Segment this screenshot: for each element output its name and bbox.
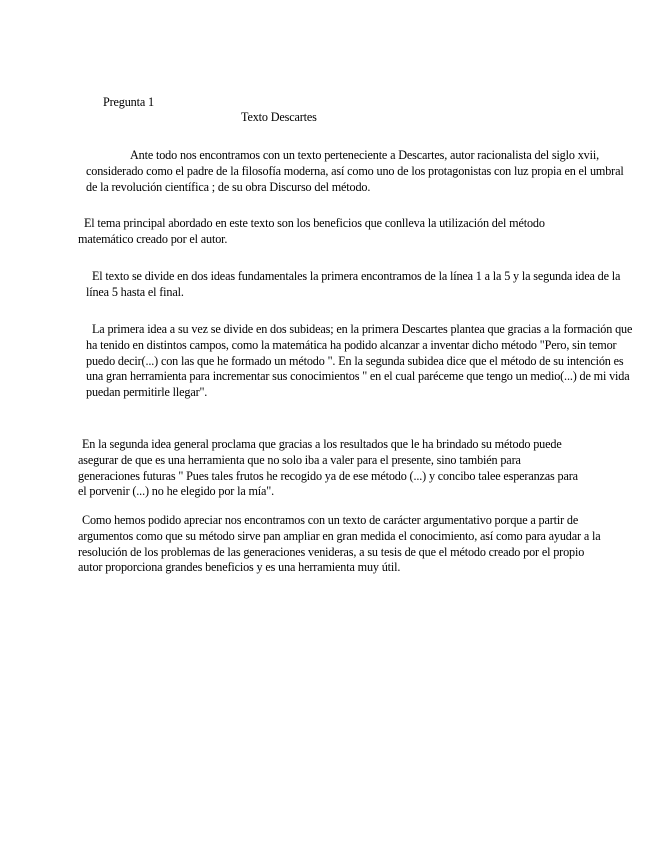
paragraph-structure: El texto se divide en dos ideas fundamentales la primera encontramos de la línea 1 a la 5 y la segunda idea de la línea 5 hasta el final. <box>86 269 621 299</box>
paragraph-first-idea: La primera idea a su vez se divide en dos subideas; en la primera Descartes plantea que gracias a la formación que ha tenido en distintos campos, como la matemática ha podido alcanzar a inventar dicho método "Pero, sin temor puedo decir(...) con las que he formado un método ". En la segunda subidea dice que el método de su intención es una gran herramienta para incrementar sus conocimientos " en el cual paréceme que tengo un medio(...) de mi vida puedan permitirle llegar". <box>86 322 633 400</box>
paragraph-main-theme: El tema principal abordado en este texto son los beneficios que conlleva la utilización del método matemático creado por el autor. <box>78 216 545 246</box>
paragraph-introduction: Ante todo nos encontramos con un texto perteneciente a Descartes, autor racionalista del siglo xvii, considerado como el padre de la filosofía moderna, así como uno de los protagonistas con luz propia en el umbral de la revolución científica ; de su obra Discurso del método. <box>86 148 624 194</box>
paragraph-conclusion: Como hemos podido apreciar nos encontramos con un texto de carácter argumentativo porque a partir de argumentos como que su método sirve pan ampliar en gran medida el conocimiento, así como para ayudar a la resolución de los problemas de las generaciones venideras, a su tesis de que el método creado por el propio autor proporciona grandes beneficios y es una herramienta muy útil. <box>78 513 601 575</box>
document-title: Texto Descartes <box>241 110 317 124</box>
paragraph-second-idea: En la segunda idea general proclama que gracias a los resultados que le ha brindado su método puede asegurar de que es una herramienta que no solo iba a valer para el presente, sino también para generaciones futuras " Pues tales frutos he recogido ya de ese método (...) y concibo talee esperanzas para el porvenir (...) no he elegido por la mía". <box>78 437 578 499</box>
question-label: Pregunta 1 <box>103 95 154 109</box>
